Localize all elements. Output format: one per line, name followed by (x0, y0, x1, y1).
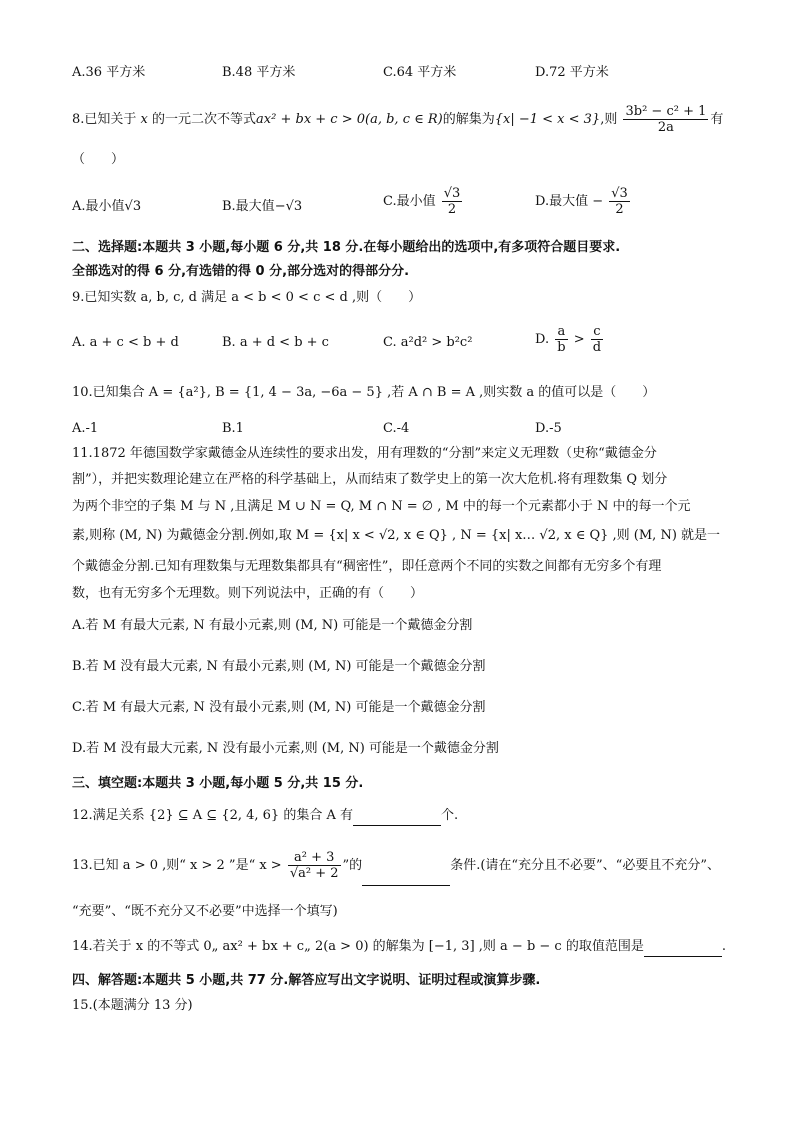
q9-d-rden: d (592, 340, 602, 355)
q12-stem: 12.满足关系 {2} ⊆ A ⊆ {2, 4, 6} 的集合 A 有 (72, 808, 353, 823)
q8-option-c-label: C.最小值 (383, 194, 436, 209)
section2-heading-line2: 全部选对的得 6 分,有选错的得 0 分,部分选对的得部分分. (72, 264, 410, 279)
q8-option-b-value: −√3 (274, 199, 303, 214)
q8-solution-set: {x| −1 < x < 3} (494, 112, 601, 127)
q9-stem: 9.已知实数 a, b, c, d 满足 a < b < 0 < c < d ,则（ ） (72, 290, 422, 305)
q10-option-d: D.-5 (535, 421, 562, 436)
q8-option-c-num: √3 (443, 186, 461, 201)
q9-option-d-left (555, 324, 567, 355)
q8-mid: 的一元二次不等式 (152, 112, 257, 127)
q7-option-b: B.48 平方米 (222, 65, 296, 80)
q8-option-c-frac (442, 186, 463, 217)
q8-option-a-label: A.最小值 (72, 199, 125, 214)
q14-answer-blank (644, 942, 722, 957)
q8-option-b (222, 197, 302, 217)
q8-option-c-den: 2 (447, 202, 457, 217)
q12-answer-blank (353, 811, 441, 826)
q8-paren: （ ） (72, 152, 125, 167)
q8-solution-label: 的解集为 (442, 112, 495, 127)
q8-option-c (383, 186, 464, 217)
q10-option-b: B.1 (222, 421, 244, 436)
q9-option-a: A. a + c < b + d (72, 335, 179, 350)
q9-d-lnum: a (555, 324, 567, 340)
section2-heading-line1: 二、选择题:本题共 3 小题,每小题 6 分,共 18 分.在每小题给出的选项中,有多项符合题目要求. (72, 240, 621, 255)
section3-heading: 三、填空题:本题共 3 小题,每小题 5 分,共 15 分. (72, 776, 364, 791)
q8-prefix: 8.已知关于 (72, 112, 137, 127)
q9-option-d: D. $\frac{a}{b}$ > $\frac{c}{d}$ (535, 324, 602, 355)
q13-answer-blank (362, 871, 450, 886)
q7-option-d: D.72 平方米 (535, 65, 609, 80)
q11-option-a: A.若 M 有最大元素, N 有最小元素,则 (M, N) 可能是一个戴德金分割 (72, 618, 473, 633)
q9-option-d-label: D. (535, 332, 550, 347)
q8-option-b-label: B.最大值 (222, 199, 275, 214)
q10-option-c: C.-4 (383, 421, 410, 436)
q13 (72, 846, 720, 886)
q13-mid: ”的 (342, 858, 363, 873)
q10-stem: 10.已知集合 A = {a²}, B = {1, 4 − 3a, −6a − 5} ,若 A ∩ B = A ,则实数 a 的值可以是（ ） (72, 385, 656, 400)
q13-prefix: 13.已知 a > 0 ,则“ x > 2 ”是“ x > (72, 858, 282, 873)
q11-option-c: C.若 M 有最大元素, N 没有最小元素,则 (M, N) 可能是一个戴德金分割 (72, 700, 486, 715)
q8-option-d-label: D.最大值 − (535, 194, 604, 209)
q14 (72, 937, 726, 957)
q8-option-d-num: √3 (611, 186, 628, 201)
q10-option-a: A.-1 (72, 421, 99, 436)
q9-d-rnum: c (591, 324, 603, 340)
q11-line1: 11.1872 年德国数学家戴德金从连续性的要求出发，用有理数的“分割”来定义无理数（史称“戴德金分 (72, 446, 657, 461)
q8-then: ,则 (600, 112, 618, 127)
q14-stem: 14.若关于 x 的不等式 0„ ax² + bx + c„ 2(a > 0) 的解集为 [−1, 3] ,则 a − b − c 的取值范围是 (72, 939, 644, 954)
q8-frac-den: 2a (657, 120, 674, 135)
q12-suffix: 个. (441, 808, 459, 823)
q8-option-d (535, 186, 632, 217)
q8-option-d-frac (609, 186, 630, 217)
q11-option-b: B.若 M 没有最大元素, N 有最小元素,则 (M, N) 可能是一个戴德金分割 (72, 659, 486, 674)
section4-heading: 四、解答题:本题共 5 小题,共 77 分.解答应写出文字说明、证明过程或演算步骤. (72, 973, 541, 988)
q11-line4: 素,则称 (M, N) 为戴德金分割.例如,取 M = {x| x < √2, x ∈ Q} , N = {x| x… √2, x ∈ Q} ,则 (M, N) 就是一 (72, 528, 721, 543)
q8-option-a (72, 197, 141, 217)
q8-fraction (623, 104, 708, 135)
q9-d-lden: b (557, 340, 566, 355)
q12 (72, 806, 720, 826)
q7-option-c: C.64 平方米 (383, 65, 457, 80)
q9-option-d-right (591, 324, 603, 355)
q8-frac-num: 3b² − c² + 1 (625, 104, 707, 119)
q13-frac-num: a² + 3 (288, 850, 341, 866)
q11-line2: 割”），并把实数理论建立在严格的科学基础上，从而结束了数学史上的第一次大危机.将有理数集 Q 划分 (72, 472, 668, 487)
q8-stem: 8.已知关于 x 的一元二次不等式ax² + bx + c > 0(a, b, c ∈ R)的解集为{x| −1 < x < 3},则 $\frac{\text{3b² − c² + 1}}{2a}$ 有 (72, 104, 724, 135)
q13-line2: “充要”、“既不充分又不必要”中选择一个填写) (72, 904, 338, 919)
q11-line6: 数，也有无穷多个无理数。则下列说法中，正确的有（ ） (72, 586, 424, 601)
q11-line3: 为两个非空的子集 M 与 N ,且满足 M ∪ N = Q, M ∩ N = ∅ , M 中的每一个元素都小于 N 中的每一个元 (72, 499, 691, 514)
q8-inequality: ax² + bx + c > 0(a, b, c ∈ R) (256, 112, 443, 127)
q13-frac-den: √a² + 2 (289, 866, 339, 881)
q13-fraction (288, 850, 341, 881)
q7-option-a: A.36 平方米 (72, 65, 146, 80)
q14-suffix: . (721, 939, 726, 954)
q9-option-b: B. a + d < b + c (222, 335, 329, 350)
q8-option-a-value: √3 (124, 199, 142, 214)
q15-stem: 15.(本题满分 13 分) (72, 998, 193, 1013)
q13-suffix: 条件.(请在“充分且不必要”、“必要且不充分”、 (450, 858, 720, 873)
q9-option-c: C. a²d² > b²c² (383, 335, 473, 350)
q11-line5: 个戴德金分割.已知有理数集与无理数集都具有“稠密性”，即任意两个不同的实数之间都有无穷多个有理 (72, 559, 662, 574)
q8-option-d-den: 2 (615, 202, 624, 217)
q8-suffix: 有 (710, 112, 724, 127)
q11-option-d: D.若 M 没有最大元素, N 没有最小元素,则 (M, N) 可能是一个戴德金分割 (72, 741, 499, 756)
